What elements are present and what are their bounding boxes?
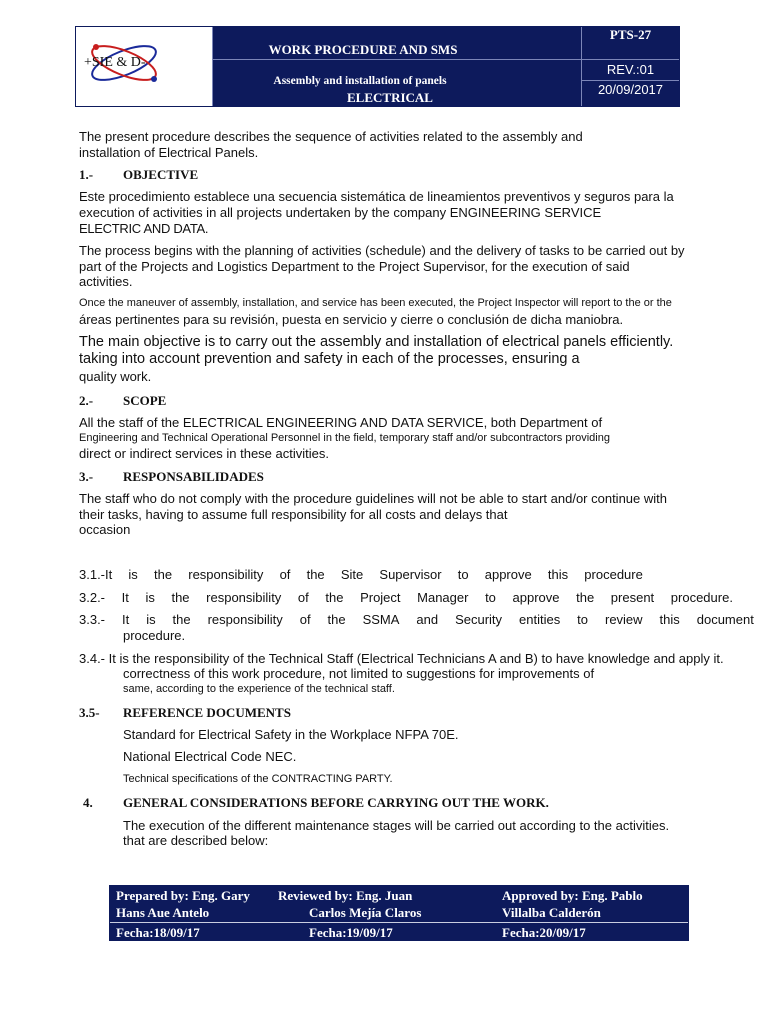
logo-text: +SIE & D-: [84, 55, 146, 70]
resp-line1: The staff who do not comply with the procedure guidelines will not be able to start and/or continue with: [79, 491, 667, 506]
reviewed-by-line1: Reviewed by: Eng. Juan: [278, 888, 413, 903]
considerations-line1: The execution of the different maintenance stages will be carried out according to the activities.: [123, 818, 670, 833]
section-1-number: 1.-: [79, 167, 94, 182]
word: is: [146, 612, 156, 627]
reference-doc-3: Technical specifications of the CONTRACTING PARTY.: [123, 773, 393, 785]
word: Security: [455, 612, 503, 627]
word: to: [485, 590, 496, 605]
objective-p1-line2: execution of activities in all projects undertaken by the company ENGINEERING SERVICE: [79, 205, 602, 220]
word: SSMA: [362, 612, 400, 627]
word: this: [659, 612, 680, 627]
word: Project: [360, 590, 401, 605]
section-3-5-number: 3.5-: [79, 705, 100, 720]
document-date: 20/09/2017: [597, 82, 664, 97]
objective-p4-line1: The main objective is to carry out the assembly and installation of electrical panels efficiently.: [79, 334, 674, 350]
word: Site: [340, 567, 364, 582]
resp-item-3-1: [79, 567, 643, 583]
word: It: [121, 590, 129, 605]
word: the: [153, 567, 173, 582]
document-code: PTS-27: [609, 27, 652, 42]
word: the: [306, 567, 325, 582]
approved-by-line2: Villalba Calderón: [502, 905, 601, 920]
objective-p4-line3: quality work.: [79, 369, 152, 384]
word: of: [297, 590, 309, 605]
objective-p2-line3: activities.: [79, 274, 133, 289]
reviewed-by-line2: Carlos Mejía Claros: [309, 905, 422, 920]
word: 3.3.-: [79, 612, 106, 627]
word: 3.1.-It: [79, 567, 113, 582]
objective-p3-line1: Once the maneuver of assembly, installation, and service has been executed, the Project Inspector will report to the or the: [79, 297, 672, 309]
word: entities: [519, 612, 561, 627]
word: approve: [512, 590, 560, 605]
section-2-number: 2.-: [79, 393, 94, 408]
resp-item-3-2: [79, 590, 733, 606]
section-3-number: 3.-: [79, 469, 94, 484]
prepared-by-line2: Hans Aue Antelo: [116, 905, 210, 920]
word: the: [327, 612, 346, 627]
scope-line3: direct or indirect services in these activities.: [79, 446, 329, 461]
resp-line2: their tasks, having to assume full responsibility for all costs and delays that: [79, 507, 508, 522]
intro-line-2: installation of Electrical Panels.: [79, 145, 259, 160]
objective-p1-line3: ELECTRIC AND DATA.: [79, 221, 209, 236]
document-subtitle: Assembly and installation of panels: [273, 75, 447, 87]
word: of: [279, 567, 291, 582]
section-3-title: RESPONSABILIDADES: [123, 469, 264, 484]
word: the: [172, 612, 191, 627]
company-logo: [76, 27, 212, 106]
section-4-number: 4.: [83, 795, 93, 810]
word: Supervisor: [379, 567, 442, 582]
word: It: [121, 612, 130, 627]
reference-doc-2: National Electrical Code NEC.: [123, 749, 297, 764]
word: this: [547, 567, 569, 582]
reference-doc-1: Standard for Electrical Safety in the Workplace NFPA 70E.: [123, 727, 459, 742]
prepared-date: Fecha:18/09/17: [116, 925, 200, 940]
word: 3.2.-: [79, 590, 106, 605]
section-1-title: OBJECTIVE: [123, 167, 199, 182]
objective-p1-line1: Este procedimiento establece una secuencia sistemática de lineamientos preventivos y seguros para la: [79, 189, 674, 204]
word: approve: [484, 567, 532, 582]
objective-p2-line1: The process begins with the planning of activities (schedule) and the delivery of tasks to be carried out by: [79, 243, 685, 258]
section-2-title: SCOPE: [123, 393, 167, 408]
resp-item-3-4-cont2: same, according to the experience of the technical staff.: [123, 683, 395, 695]
considerations-line2: that are described below:: [123, 833, 269, 848]
resp-line3: occasion: [79, 522, 131, 537]
word: to: [577, 612, 589, 627]
word: is: [145, 590, 155, 605]
prepared-by-line1: Prepared by: Eng. Gary: [116, 888, 250, 903]
word: responsibility: [207, 612, 283, 627]
word: responsibility: [188, 567, 264, 582]
resp-item-3-4-cont: correctness of this work procedure, not limited to suggestions for improvements of: [123, 666, 595, 681]
section-3-5-title: REFERENCE DOCUMENTS: [123, 705, 291, 720]
word: the: [576, 590, 595, 605]
word: present: [610, 590, 655, 605]
word: to: [457, 567, 469, 582]
intro-line-1: The present procedure describes the sequence of activities related to the assembly and: [79, 129, 583, 144]
resp-item-3-3-cont: procedure.: [123, 628, 186, 643]
resp-item-3-3: [79, 612, 754, 628]
word: the: [325, 590, 344, 605]
section-4-title: GENERAL CONSIDERATIONS BEFORE CARRYING OUT THE WORK.: [123, 795, 549, 810]
scope-line1: All the staff of the ELECTRICAL ENGINEERING AND DATA SERVICE, both Department of: [79, 415, 603, 430]
word: document: [696, 612, 754, 627]
document-subtitle-2: ELECTRICAL: [347, 90, 433, 105]
reviewed-date: Fecha:19/09/17: [309, 925, 393, 940]
word: the: [171, 590, 190, 605]
approved-by-line1: Approved by: Eng. Pablo: [502, 888, 643, 903]
word: review: [604, 612, 643, 627]
word: procedure.: [670, 590, 733, 605]
objective-p2-line2: part of the Projects and Logistics Department to the Project Supervisor, for the execution of said: [79, 259, 630, 274]
word: is: [128, 567, 138, 582]
scope-line2: Engineering and Technical Operational Personnel in the field, temporary staff and/or subcontractors providing: [79, 432, 610, 444]
document-title: WORK PROCEDURE AND SMS: [268, 42, 458, 57]
word: and: [416, 612, 439, 627]
objective-p3-line2: áreas pertinentes para su revisión, puesta en servicio y cierre o conclusión de dicha maniobra.: [79, 312, 624, 327]
word: responsibility: [206, 590, 282, 605]
objective-p4-line2: taking into account prevention and safety in each of the processes, ensuring a: [79, 351, 580, 367]
revision-number: REV.:01: [606, 62, 655, 77]
approved-date: Fecha:20/09/17: [502, 925, 586, 940]
resp-item-3-4: 3.4.- It is the responsibility of the Technical Staff (Electrical Technicians A and B) to have knowledge and apply it.: [79, 651, 724, 666]
word: procedure: [584, 567, 643, 582]
word: of: [299, 612, 311, 627]
word: Manager: [417, 590, 469, 605]
